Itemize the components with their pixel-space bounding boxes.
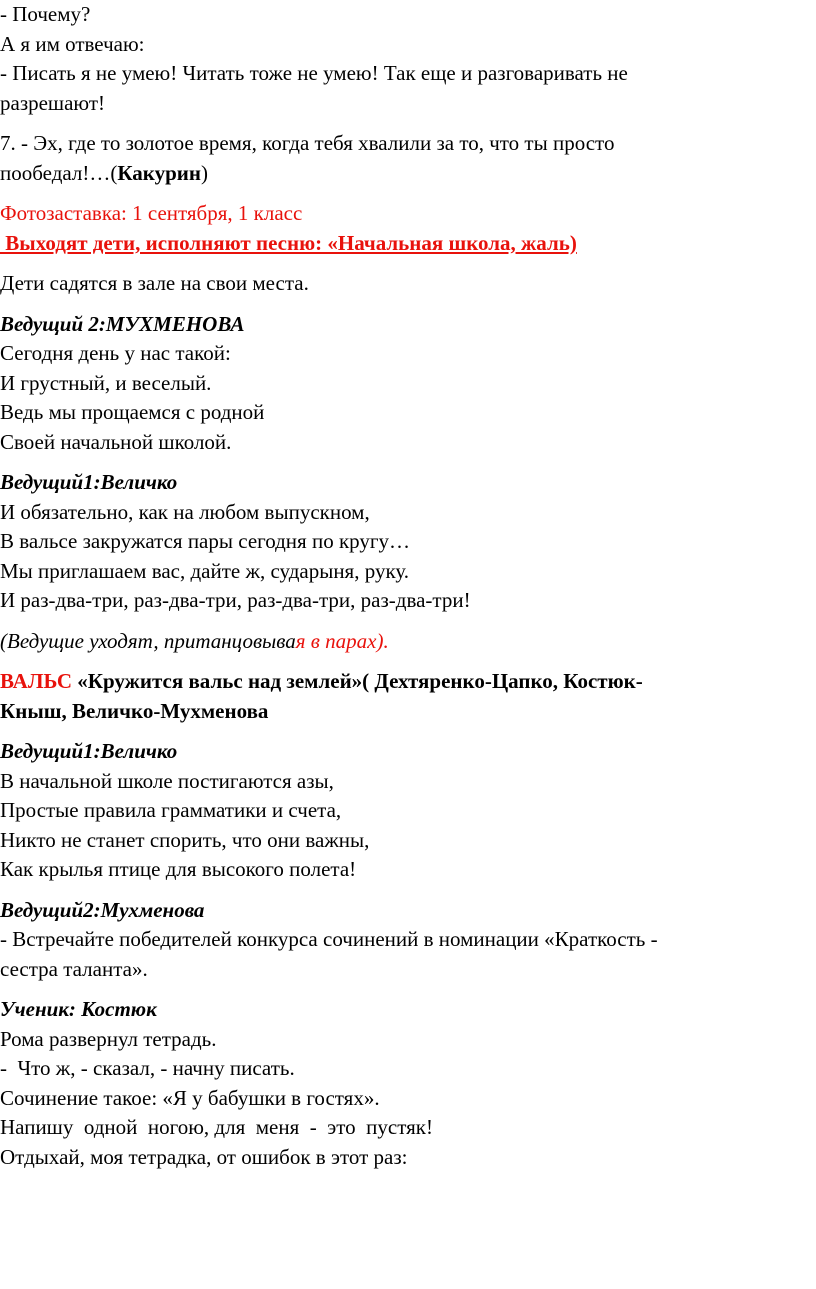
text-line: А я им отвечаю: [0,31,145,56]
verse-line: Рома развернул тетрадь. [0,1026,217,1051]
verse-line: Никто не станет спорить, что они важны, [0,827,370,852]
verse-line: И раз-два-три, раз-два-три, раз-два-три, раз-два-три! [0,588,471,612]
dialogue-block [0,0,816,118]
host1-block [0,737,816,885]
verse-line: Как крылья птице для высокого полета! [0,857,357,881]
text-line [0,667,816,697]
text-line: Дети садятся в зале на свои места. [0,271,309,295]
host2-block [0,310,816,458]
verse-line: Мы приглашаем вас, дайте ж, сударыня, руку. [0,558,409,583]
text-line: разрешают! [0,90,106,115]
text-span: ) [201,160,208,185]
verse-line: Отдыхай, моя тетрадка, от ошибок в этот раз: [0,1144,408,1169]
verse-line: Простые правила грамматики и счета, [0,798,342,822]
speaker-name: Какурин [117,160,201,185]
pupil-block [0,995,816,1172]
text-line: сестра таланта». [0,956,148,981]
stage-remark [0,627,816,657]
speaker-heading: Ведущий2:Мухменова [0,897,205,922]
host1-block [0,468,816,616]
text-line: - Почему? [0,2,91,26]
speaker-heading: Ведущий1:Величко [0,470,178,494]
verse-line: Сочинение такое: «Я у бабушки в гостях». [0,1085,380,1110]
speaker-heading: Ведущий1:Величко [0,739,178,763]
text-line: Кныш, Величко-Мухменова [0,698,269,723]
stage-direction-song: Выходят дети, исполняют песню: «Начальная школа, жаль) [0,230,577,255]
speaker-heading: Ведущий 2:МУХМЕНОВА [0,311,245,336]
verse-line: Напишу одной ногою, для меня - это пустяк! [0,1115,433,1139]
numbered-line-block [0,129,816,188]
verse-line: И обязательно, как на любом выпускном, [0,499,370,524]
verse-line: В начальной школе постигаются азы, [0,768,334,793]
text-span: «Кружится вальс над землей»( Дехтяренко-Цапко, Костюк- [77,669,643,693]
host2-block [0,896,816,985]
text-span: (Ведущие уходят, пританцовыва [0,628,296,653]
verse-line: В вальсе закружатся пары сегодня по кругу… [0,529,410,553]
text-line: - Писать я не умею! Читать тоже не умею! Так еще и разговаривать не [0,61,628,85]
text-span: я в парах). [295,628,389,653]
speaker-heading: Ученик: Костюк [0,997,157,1021]
text-span: пообедал!…( [0,160,118,185]
verse-line: Сегодня день у нас такой: [0,341,231,365]
verse-line: И грустный, и веселый. [0,370,212,395]
verse-line: Своей начальной школой. [0,429,232,454]
verse-line: - Что ж, - сказал, - начну писать. [0,1056,295,1080]
waltz-block [0,667,816,726]
photo-block [0,199,816,258]
text-line: 7. - Эх, где то золотое время, когда тебя хвалили за то, что ты просто [0,131,615,155]
stage-direction: Фотозаставка: 1 сентября, 1 класс [0,201,303,225]
text-line [0,159,816,189]
waltz-label: ВАЛЬС [0,669,78,693]
verse-line: Ведь мы прощаемся с родной [0,400,265,424]
text-line: - Встречайте победителей конкурса сочинений в номинации «Краткость - [0,927,658,951]
